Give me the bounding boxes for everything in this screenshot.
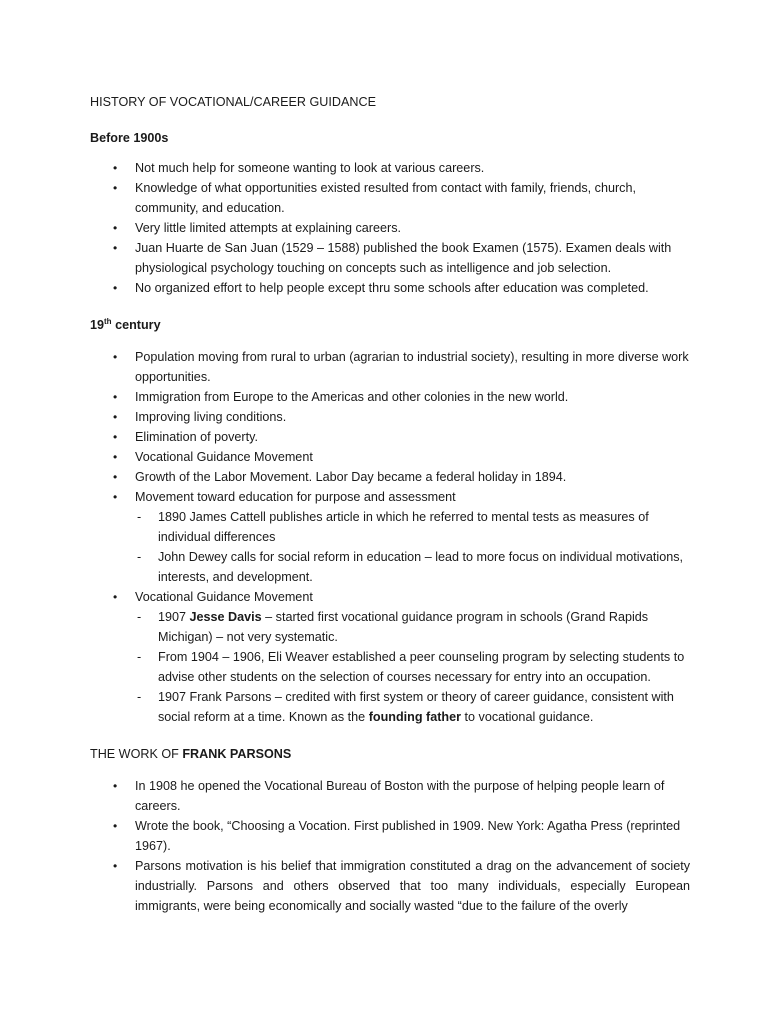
bullet-icon: • [113, 490, 118, 504]
list-item: • Vocational Guidance Movement [90, 447, 690, 467]
list-item: • No organized effort to help people except thru some schools after education was completed. [90, 278, 690, 298]
list-item: • Improving living conditions. [90, 407, 690, 427]
bullet-icon: • [113, 430, 118, 444]
dash-icon: - [137, 550, 142, 564]
dash-icon: - [137, 690, 142, 704]
list-item: • Not much help for someone wanting to look at various careers. [90, 158, 690, 178]
sublist-item: - 1907 Frank Parsons – credited with first system or theory of career guidance, consistent with social reform at a time. Known as the founding father to vocational guidance. [135, 687, 690, 727]
parsons-list-block [90, 776, 690, 916]
list-item: • Vocational Guidance Movement - 1907 Jesse Davis – started first vocational guidance program in schools (Grand Rapids Michigan) – not very systematic. - From 1904 – 1906, Eli Weaver established a peer counseling program by selecting students to advise other students on the selection of courses necessary for entry into an occupation. - 1907 Frank Parsons – credited with first system or theory of career guidance, consistent with social reform at a time. Known as the founding father to vocational guidance. [90, 587, 690, 727]
parsons-list [90, 776, 690, 916]
bullet-icon: • [113, 470, 118, 484]
parsons-heading-block [90, 744, 690, 764]
sublist-item: - John Dewey calls for social reform in education – lead to more focus on individual motivations, interests, and development. [135, 547, 690, 587]
before-1900s-list [90, 158, 690, 298]
bullet-icon: • [113, 450, 118, 464]
dash-icon: - [137, 510, 142, 524]
century-19-list [90, 347, 690, 727]
list-item: • Population moving from rural to urban (agrarian to industrial society), resulting in more diverse work opportunities. [90, 347, 690, 387]
bullet-icon: • [113, 859, 118, 873]
bullet-icon: • [113, 410, 118, 424]
document-title: HISTORY OF VOCATIONAL/CAREER GUIDANCE [90, 95, 376, 109]
list-item: • Movement toward education for purpose and assessment - 1890 James Cattell publishes article in which he referred to mental tests as measures of individual differences - John Dewey calls for social reform in education – lead to more focus on individual motivations, interests, and development. [90, 487, 690, 587]
century-19-list-block [90, 347, 690, 727]
list-item: • Growth of the Labor Movement. Labor Day became a federal holiday in 1894. [90, 467, 690, 487]
before-1900s-list-block [90, 158, 690, 298]
list-item: • Immigration from Europe to the Americas and other colonies in the new world. [90, 387, 690, 407]
sublist-item: - 1890 James Cattell publishes article in which he referred to mental tests as measures of individual differences [135, 507, 690, 547]
list-item: • In 1908 he opened the Vocational Bureau of Boston with the purpose of helping people learn of careers. [90, 776, 690, 816]
section-heading-19th-century: 19th century [90, 316, 161, 332]
list-item: • Elimination of poverty. [90, 427, 690, 447]
before-1900s-heading-block [90, 128, 690, 148]
dash-icon: - [137, 610, 142, 624]
section-heading-frank-parsons: THE WORK OF FRANK PARSONS [90, 747, 292, 761]
list-item: • Juan Huarte de San Juan (1529 – 1588) published the book Examen (1575). Examen deals with physiological psychology touching on concepts such as intelligence and job selection. [90, 238, 690, 278]
bullet-icon: • [113, 181, 118, 195]
bullet-icon: • [113, 221, 118, 235]
bullet-icon: • [113, 819, 118, 833]
assessment-sublist [135, 507, 690, 587]
century-19-heading-block [90, 315, 690, 335]
bullet-icon: • [113, 281, 118, 295]
list-item: • Parsons motivation is his belief that immigration constituted a drag on the advancement of society industrially. Parsons and others observed that too many individuals, especially European immigrants, were being economically and socially wasted “due to the failure of the overly [90, 856, 690, 916]
list-item: • Knowledge of what opportunities existed resulted from contact with family, friends, church, community, and education. [90, 178, 690, 218]
bullet-icon: • [113, 590, 118, 604]
bullet-icon: • [113, 350, 118, 364]
vocational-guidance-sublist [135, 607, 690, 727]
bullet-icon: • [113, 161, 118, 175]
bullet-icon: • [113, 390, 118, 404]
section-heading-before-1900s: Before 1900s [90, 131, 169, 145]
bullet-icon: • [113, 779, 118, 793]
bullet-icon: • [113, 241, 118, 255]
sublist-item: - 1907 Jesse Davis – started first vocational guidance program in schools (Grand Rapids Michigan) – not very systematic. [135, 607, 690, 647]
dash-icon: - [137, 650, 142, 664]
list-item: • Wrote the book, “Choosing a Vocation. First published in 1909. New York: Agatha Press (reprinted 1967). [90, 816, 690, 856]
sublist-item: - From 1904 – 1906, Eli Weaver established a peer counseling program by selecting students to advise other students on the selection of courses necessary for entry into an occupation. [135, 647, 690, 687]
list-item: • Very little limited attempts at explaining careers. [90, 218, 690, 238]
document-title-block [90, 92, 690, 112]
